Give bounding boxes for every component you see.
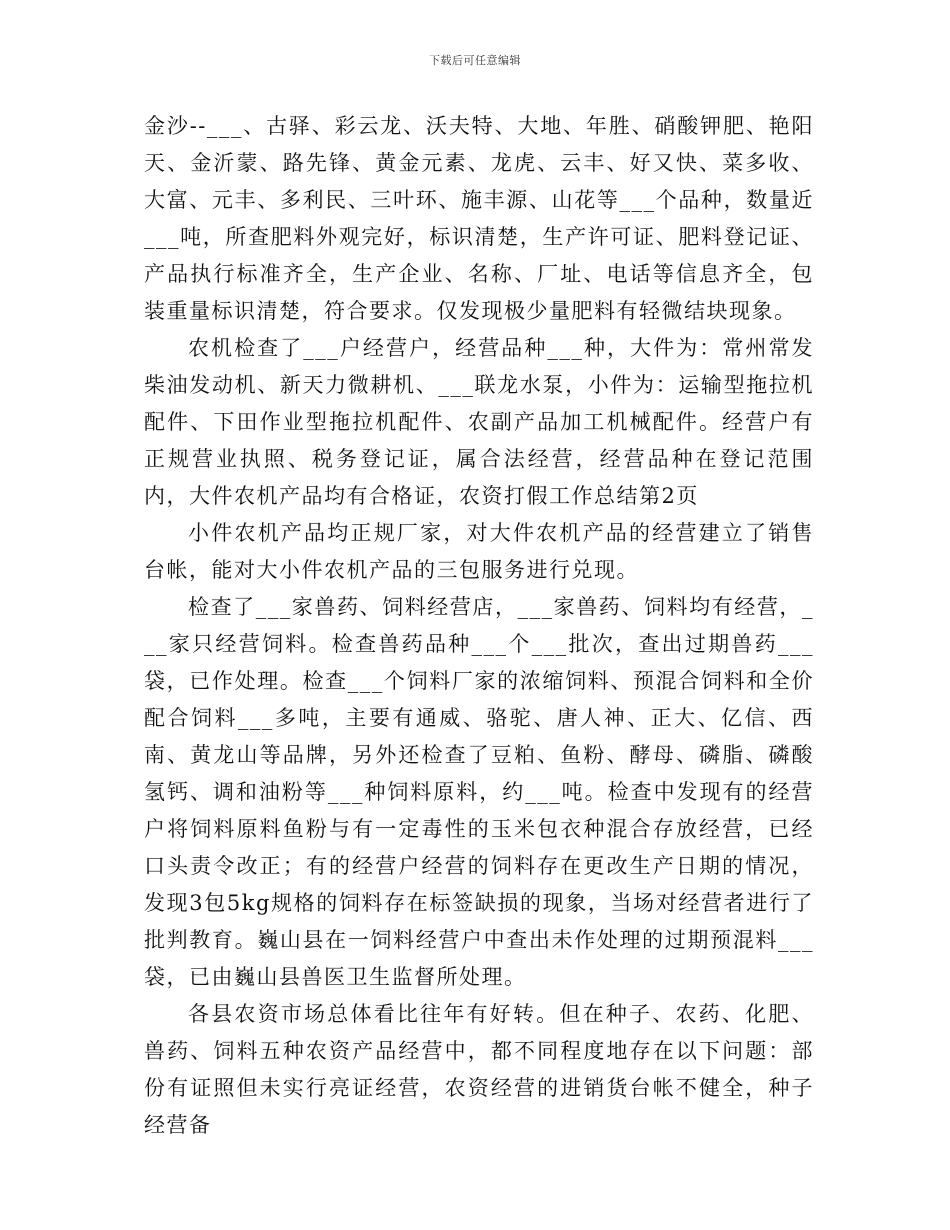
paragraph-farm-machinery-inspection: 农机检查了___户经营户，经营品种___种，大件为：常州常发柴油发动机、新天力微耕机、___联龙水泵，小件为：运输型拖拉机配件、下田作业型拖拉机配件、农副产品加工机械配件。经营户有正规营业执照、税务登记证，属合法经营，经营品种在登记范围内，大件农机产品均有合格证，农资打假工作总结第2页 [144,336,814,508]
document-body [144,108,814,1144]
paragraph-fertilizer-inspection: 金沙--___、古驿、彩云龙、沃夫特、大地、年胜、硝酸钾肥、艳阳天、金沂蒙、路先锋、黄金元素、龙虎、云丰、好又快、菜多收、大富、元丰、多利民、三叶环、施丰源、山花等___个品种，数量近___吨，所查肥料外观完好，标识清楚，生产许可证、肥料登记证、产品执行标准齐全，生产企业、名称、厂址、电话等信息齐全，包装重量标识清楚，符合要求。仅发现极少量肥料有轻微结块现象。 [144,114,814,323]
paragraph-market-problems: 各县农资市场总体看比往年有好转。但在种子、农药、化肥、兽药、饲料五种农资产品经营中，都不同程度地存在以下问题：部份有证照但未实行亮证经营，农资经营的进销货台帐不健全，种子经营备 [144,1002,814,1137]
paragraph-small-machinery-parts: 小件农机产品均正规厂家，对大件农机产品的经营建立了销售台帐，能对大小件农机产品的三包服务进行兑现。 [144,521,814,582]
page-header: 下载后可任意编辑 [429,54,521,67]
paragraph-veterinary-feed-inspection: 检查了___家兽药、饲料经营店，___家兽药、饲料均有经营，___家只经营饲料。检查兽药品种___个___批次，查出过期兽药___袋，已作处理。检查___个饲料厂家的浓缩饲料、预混合饲料和全价配合饲料___多吨，主要有通威、骆驼、唐人神、正大、亿信、西南、黄龙山等品牌，另外还检查了豆粕、鱼粉、酵母、磷脂、磷酸氢钙、调和油粉等___种饲料原料，约___吨。检查中发现有的经营户将饲料原料鱼粉与有一定毒性的玉米包衣种混合存放经营，已经口头责令改正；有的经营户经营的饲料存在更改生产日期的情况，发现3包5kg规格的饲料存在标签缺损的现象，当场对经营者进行了批判教育。巍山县在一饲料经营户中查出未作处理的过期预混料___袋，已由巍山县兽医卫生监督所处理。 [144,595,814,989]
